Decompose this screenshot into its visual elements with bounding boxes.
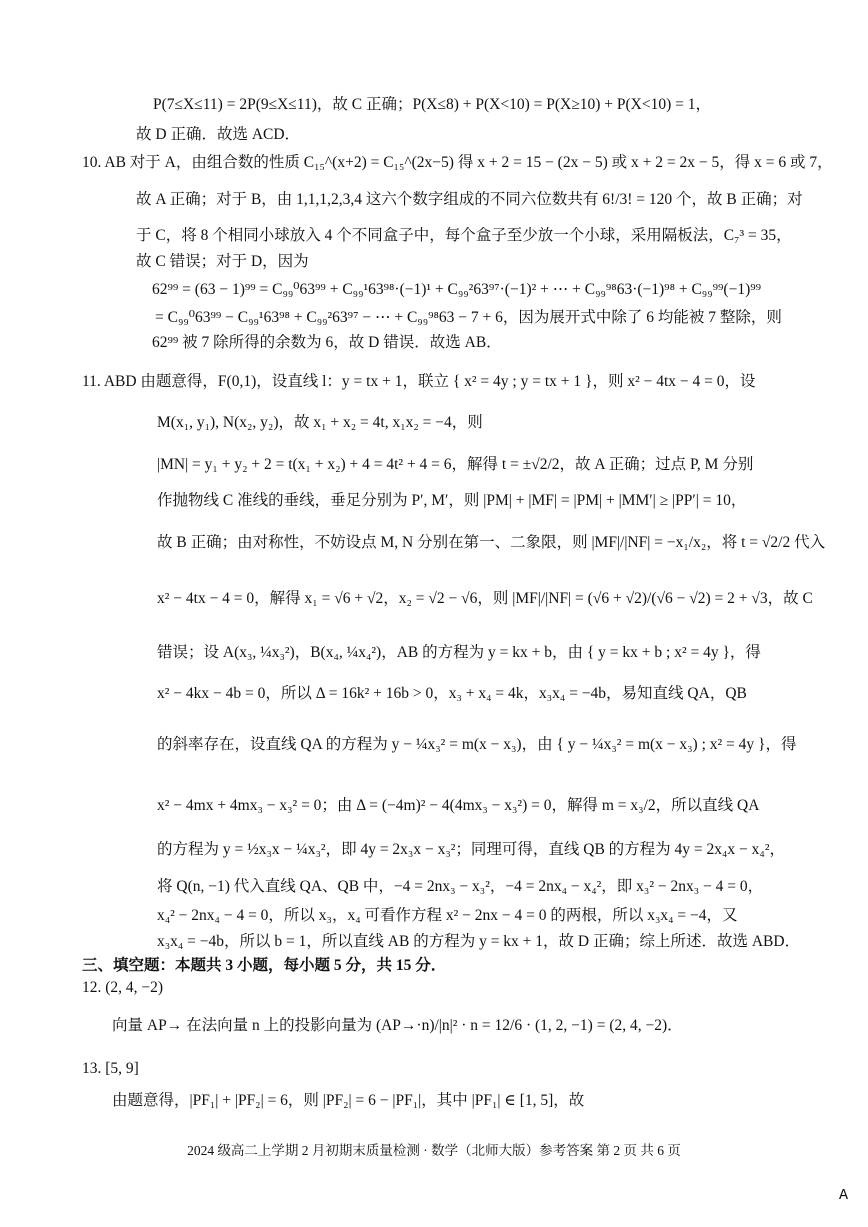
text-line: 故 A 正确；对于 B，由 1,1,1,2,3,4 这六个数字组成的不同六位数共有 6!/3! = 120 个，故 B 正确；对: [136, 191, 803, 208]
text-line: 11. ABD 由题意得，F(0,1)，设直线 l：y = tx + 1，联立 { x² = 4y ; y = tx + 1 }，则 x² − 4tx − 4 = 0，设: [82, 373, 756, 390]
text-line: x² − 4kx − 4b = 0，所以 Δ = 16k² + 16b > 0，x₃ + x₄ = 4k，x₃x₄ = −4b，易知直线 QA，QB: [157, 685, 747, 702]
corner-mark: A: [838, 1187, 848, 1204]
text-line: x² − 4tx − 4 = 0，解得 x₁ = √6 + √2，x₂ = √2 − √6，则 |MF|/|NF| = (√6 + √2)/(√6 − √2) = 2 + √3，故 C: [157, 590, 813, 607]
text-line: 故 D 正确．故选 ACD．: [136, 126, 301, 143]
text-line: |MN| = y₁ + y₂ + 2 = t(x₁ + x₂) + 4 = 4t² + 4 = 6，解得 t = ±√2/2，故 A 正确；过点 P, M 分别: [157, 456, 754, 473]
text-line: x² − 4mx + 4mx₃ − x₃² = 0；由 Δ = (−4m)² − 4(4mx₃ − x₃²) = 0，解得 m = x₃/2，所以直线 QA: [157, 797, 760, 814]
text-line: M(x₁, y₁), N(x₂, y₂)，故 x₁ + x₂ = 4t, x₁x₂ = −4，则: [157, 414, 483, 431]
text-line: 由题意得，|PF₁| + |PF₂| = 6，则 |PF₂| = 6 − |PF₁|，其中 |PF₁| ∈ [1, 5]，故: [112, 1092, 585, 1109]
text-line: 作抛物线 C 准线的垂线，垂足分别为 P′, M′，则 |PM| + |MF| = |PM| + |MM′| ≥ |PP′| = 10，: [157, 492, 747, 509]
text-line: 13. [5, 9]: [82, 1060, 139, 1077]
text-line: 的斜率存在，设直线 QA 的方程为 y − ¼x₃² = m(x − x₃)，由 { y − ¼x₃² = m(x − x₃) ; x² = 4y }，得: [157, 736, 797, 753]
text-line: 将 Q(n, −1) 代入直线 QA、QB 中，−4 = 2nx₃ − x₃²，−4 = 2nx₄ − x₄²，即 x₃² − 2nx₃ − 4 = 0，: [157, 878, 764, 895]
page-footer: 2024 级高二上学期 2 月初期末质量检测 · 数学（北师大版）参考答案 第 2 页 共 6 页: [187, 1143, 681, 1158]
text-line: 错误；设 A(x₃, ¼x₃²)，B(x₄, ¼x₄²)，AB 的方程为 y = kx + b，由 { y = kx + b ; x² = 4y }，得: [157, 644, 761, 661]
text-line: 故 C 错误；对于 D，因为: [136, 253, 309, 270]
text-line: 向量 AP→ 在法向量 n 上的投影向量为 (AP→·n)/|n|² · n = 12/6 · (1, 2, −1) = (2, 4, −2)．: [112, 1017, 683, 1034]
text-line: = C₉₉⁰63⁹⁹ − C₉₉¹63⁹⁸ + C₉₉²63⁹⁷ − ⋯ + C₉₉⁹⁸63 − 7 + 6，因为展开式中除了 6 均能被 7 整除，则: [155, 309, 782, 326]
text-line: x₄² − 2nx₄ − 4 = 0，所以 x₃，x₄ 可看作方程 x² − 2nx − 4 = 0 的两根，所以 x₃x₄ = −4，又: [157, 907, 738, 924]
text-line: 的方程为 y = ½x₃x − ¼x₃²，即 4y = 2x₃x − x₃²；同理可得，直线 QB 的方程为 4y = 2x₄x − x₄²，: [157, 841, 785, 858]
text-line: x₃x₄ = −4b，所以 b = 1，所以直线 AB 的方程为 y = kx + 1，故 D 正确；综上所述．故选 ABD．: [157, 933, 801, 950]
text-line: P(7≤X≤11) = 2P(9≤X≤11)，故 C 正确；P(X≤8) + P(X<10) = P(X≥10) + P(X<10) = 1，: [153, 96, 711, 113]
text-line: 10. AB 对于 A，由组合数的性质 C₁₅^(x+2) = C₁₅^(2x−5) 得 x + 2 = 15 − (2x − 5) 或 x + 2 = 2x − 5，得 x = 6 或 7，: [82, 154, 833, 171]
text-line: 62⁹⁹ = (63 − 1)⁹⁹ = C₉₉⁰63⁹⁹ + C₉₉¹63⁹⁸·(−1)¹ + C₉₉²63⁹⁷·(−1)² + ⋯ + C₉₉⁹⁸63·(−1)⁹⁸ + C₉₉⁹⁹(−1)⁹⁹: [152, 281, 762, 298]
section-heading: 三、填空题：本题共 3 小题，每小题 5 分，共 15 分．: [82, 957, 447, 974]
text-line: 62⁹⁹ 被 7 除所得的余数为 6，故 D 错误．故选 AB．: [152, 334, 502, 351]
text-line: 12. (2, 4, −2): [82, 979, 164, 996]
text-line: 于 C，将 8 个相同小球放入 4 个不同盒子中，每个盒子至少放一个小球，采用隔板法，C₇³ = 35，: [136, 227, 792, 244]
text-line: 故 B 正确；由对称性，不妨设点 M, N 分别在第一、二象限，则 |MF|/|NF| = −x₁/x₂，将 t = √2/2 代入: [157, 534, 826, 551]
